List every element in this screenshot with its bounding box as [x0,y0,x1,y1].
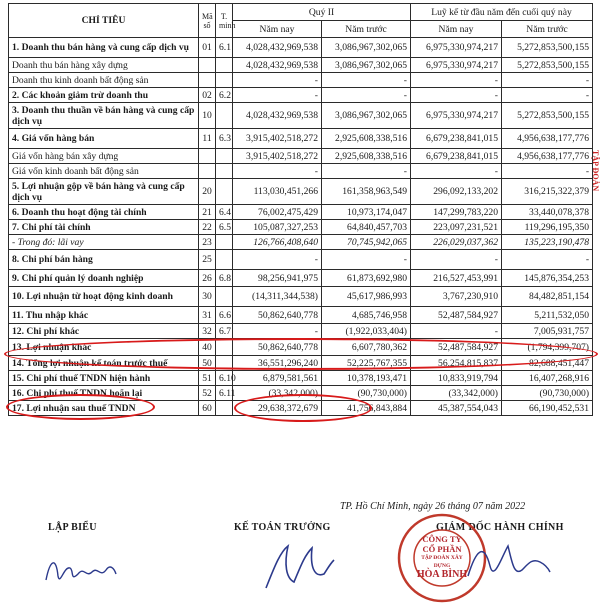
seal-line-4: HÒA BÌNH [416,569,468,580]
table-row [9,73,593,88]
cell-ytd-this-year: 56,254,815,837 [411,356,502,371]
cell-ytd-prev-year: 5,272,853,500,155 [502,38,593,58]
cell-code: 51 [199,371,216,386]
cell-code: 23 [199,235,216,250]
cell-ytd-this-year: 6,975,330,974,217 [411,103,502,129]
cell-label: 10. Lợi nhuận từ hoạt động kinh doanh [9,287,199,307]
cell-label: 16. Chi phí thuế TNDN hoãn lại [9,386,199,401]
cell-label: 8. Chi phí bán hàng [9,250,199,270]
table-row [9,339,593,356]
table-row [9,149,593,164]
cell-quarter-prev-year: 3,086,967,302,065 [322,103,411,129]
director-label: GIÁM ĐỐC HÀNH CHÍNH [436,522,564,533]
cell-tm [216,401,233,416]
cell-quarter-this-year: 76,002,475,429 [233,205,322,220]
table-row [9,38,593,58]
cell-quarter-this-year: 6,879,581,561 [233,371,322,386]
cell-label: Giá vốn kinh doanh bất động sản [9,164,199,179]
cell-ytd-prev-year: - [502,164,593,179]
cell-code: 22 [199,220,216,235]
cell-code: 10 [199,103,216,129]
cell-ytd-prev-year: - [502,73,593,88]
cell-ytd-this-year: - [411,88,502,103]
cell-quarter-prev-year: - [322,88,411,103]
table-row [9,371,593,386]
cell-tm: 6.5 [216,220,233,235]
cell-quarter-this-year: 126,766,408,640 [233,235,322,250]
cell-label: Doanh thu kinh doanh bất động sản [9,73,199,88]
cell-ytd-prev-year: 7,005,931,757 [502,324,593,339]
chief-accountant-signature [258,538,338,594]
cell-quarter-prev-year: 161,358,963,549 [322,179,411,205]
cell-code [199,164,216,179]
table-row [9,235,593,250]
table-row [9,205,593,220]
cell-code: 11 [199,129,216,149]
cell-tm [216,235,233,250]
cell-code: 30 [199,287,216,307]
cell-label: Giá vốn hàng bán xây dựng [9,149,199,164]
cell-quarter-this-year: (33,342,000) [233,386,322,401]
table-row [9,58,593,73]
cell-quarter-prev-year: 3,086,967,302,065 [322,38,411,58]
cell-ytd-this-year: 223,097,231,521 [411,220,502,235]
cell-ytd-prev-year: 33,440,078,378 [502,205,593,220]
table-row [9,287,593,307]
table-row [9,307,593,324]
cell-code: 40 [199,339,216,356]
cell-tm [216,73,233,88]
cell-tm [216,250,233,270]
cell-tm [216,58,233,73]
seal-line-2: CỔ PHẦN [422,544,462,554]
cell-tm: 6.8 [216,270,233,287]
seal-line-1: CÔNG TY [422,534,462,544]
cell-tm [216,164,233,179]
cell-ytd-this-year: (33,342,000) [411,386,502,401]
cell-ytd-prev-year: (90,730,000) [502,386,593,401]
cell-code: 32 [199,324,216,339]
cell-ytd-prev-year: 316,215,322,379 [502,179,593,205]
income-statement-table [8,3,593,416]
cell-quarter-prev-year: 4,685,746,958 [322,307,411,324]
cell-ytd-this-year: 6,679,238,841,015 [411,129,502,149]
cell-quarter-this-year: 4,028,432,969,538 [233,38,322,58]
cell-tm: 6.3 [216,129,233,149]
cell-quarter-this-year: (14,311,344,538) [233,287,322,307]
cell-label: 1. Doanh thu bán hàng và cung cấp dịch vụ [9,38,199,58]
subheader-ytd-this-year: Năm nay [411,21,502,38]
cell-code: 60 [199,401,216,416]
table-row [9,129,593,149]
cell-ytd-this-year: - [411,164,502,179]
cell-ytd-this-year: 296,092,133,202 [411,179,502,205]
cell-tm: 6.7 [216,324,233,339]
cell-ytd-prev-year: 5,272,853,500,155 [502,58,593,73]
table-row [9,220,593,235]
cell-quarter-prev-year: 2,925,608,338,516 [322,129,411,149]
table-row [9,103,593,129]
cell-ytd-prev-year: 119,296,195,350 [502,220,593,235]
cell-ytd-this-year: - [411,324,502,339]
cell-quarter-this-year: - [233,88,322,103]
cell-label: 17. Lợi nhuận sau thuế TNDN [9,401,199,416]
cell-label: 7. Chi phí tài chính [9,220,199,235]
cell-code: 52 [199,386,216,401]
cell-ytd-this-year: 6,975,330,974,217 [411,58,502,73]
table-row [9,250,593,270]
cell-quarter-this-year: 3,915,402,518,272 [233,129,322,149]
cell-code: 02 [199,88,216,103]
table-row [9,356,593,371]
cell-quarter-prev-year: 6,607,780,362 [322,339,411,356]
cell-label: 4. Giá vốn hàng bán [9,129,199,149]
cell-code: 31 [199,307,216,324]
cell-quarter-this-year: 105,087,327,253 [233,220,322,235]
cell-ytd-prev-year: 4,956,638,177,776 [502,129,593,149]
cell-code: 26 [199,270,216,287]
cell-tm: 6.2 [216,88,233,103]
cell-code [199,73,216,88]
cell-quarter-prev-year: 3,086,967,302,065 [322,58,411,73]
table-row [9,401,593,416]
cell-quarter-prev-year: - [322,250,411,270]
cell-ytd-prev-year: 16,407,268,916 [502,371,593,386]
cell-quarter-prev-year: 64,840,457,703 [322,220,411,235]
cell-label: 13. Lợi nhuận khác [9,339,199,356]
cell-quarter-prev-year: 41,756,843,884 [322,401,411,416]
cell-quarter-prev-year: 45,617,986,993 [322,287,411,307]
cell-ytd-prev-year: 4,956,638,177,776 [502,149,593,164]
cell-quarter-this-year: 50,862,640,778 [233,339,322,356]
table-row [9,324,593,339]
preparer-label: LẬP BIỂU [48,522,97,533]
cell-label: Doanh thu bán hàng xây dựng [9,58,199,73]
cell-quarter-prev-year: (90,730,000) [322,386,411,401]
subheader-quarter-prev-year: Năm trước [322,21,411,38]
cell-ytd-prev-year: 135,223,190,478 [502,235,593,250]
cell-tm [216,287,233,307]
cell-code [199,58,216,73]
cell-quarter-this-year: - [233,73,322,88]
cell-quarter-this-year: - [233,164,322,179]
cell-quarter-this-year: 4,028,432,969,538 [233,58,322,73]
cell-code: 50 [199,356,216,371]
cell-ytd-prev-year: 82,688,451,447 [502,356,593,371]
cell-code: 21 [199,205,216,220]
cell-ytd-this-year: 6,679,238,841,015 [411,149,502,164]
cell-tm: 6.1 [216,38,233,58]
cell-quarter-this-year: 50,862,640,778 [233,307,322,324]
cell-ytd-this-year: 226,029,037,362 [411,235,502,250]
cell-quarter-prev-year: - [322,164,411,179]
header-indicator: CHỈ TIÊU [9,4,199,38]
cell-quarter-prev-year: 2,925,608,338,516 [322,149,411,164]
cell-ytd-this-year: 10,833,919,794 [411,371,502,386]
cell-quarter-this-year: 4,028,432,969,538 [233,103,322,129]
cell-label: 5. Lợi nhuận gộp về bán hàng và cung cấp dịch vụ [9,179,199,205]
cell-ytd-prev-year: 5,211,532,050 [502,307,593,324]
cell-quarter-prev-year: 70,745,942,065 [322,235,411,250]
cell-code: 25 [199,250,216,270]
cell-label: 9. Chi phí quản lý doanh nghiệp [9,270,199,287]
cell-code: 01 [199,38,216,58]
cell-quarter-this-year: 113,030,451,266 [233,179,322,205]
cell-quarter-prev-year: - [322,73,411,88]
cell-ytd-prev-year: - [502,250,593,270]
cell-quarter-prev-year: 10,378,193,471 [322,371,411,386]
table-row [9,88,593,103]
chief-accountant-label: KẾ TOÁN TRƯỞNG [234,522,331,533]
cell-ytd-prev-year: (1,794,399,707) [502,339,593,356]
cell-quarter-this-year: 98,256,941,975 [233,270,322,287]
cell-quarter-prev-year: 10,973,174,047 [322,205,411,220]
cell-quarter-this-year: - [233,250,322,270]
cell-label: 15. Chi phí thuế TNDN hiện hành [9,371,199,386]
cell-ytd-prev-year: 5,272,853,500,155 [502,103,593,129]
cell-ytd-prev-year: 84,482,851,154 [502,287,593,307]
header-row [9,4,593,21]
header-code: Mã số [199,4,216,38]
cell-tm [216,179,233,205]
cell-ytd-this-year: 52,487,584,927 [411,339,502,356]
cell-ytd-this-year: 216,527,453,991 [411,270,502,287]
cell-tm [216,339,233,356]
cell-code [199,149,216,164]
cell-quarter-prev-year: 52,225,767,355 [322,356,411,371]
cell-tm [216,356,233,371]
cell-ytd-this-year: - [411,73,502,88]
preparer-signature [40,548,120,590]
cell-ytd-this-year: 45,387,554,043 [411,401,502,416]
cell-quarter-this-year: 29,638,372,679 [233,401,322,416]
cell-quarter-this-year: - [233,324,322,339]
signing-date: TP. Hồ Chí Minh, ngày 26 tháng 07 năm 2022 [340,501,526,512]
cell-label: 3. Doanh thu thuần về bán hàng và cung cấp dịch vụ [9,103,199,129]
director-signature [462,532,552,592]
subheader-ytd-prev-year: Năm trước [502,21,593,38]
cell-ytd-this-year: 147,299,783,220 [411,205,502,220]
cell-ytd-prev-year: 145,876,354,253 [502,270,593,287]
cell-label: 2. Các khoản giảm trừ doanh thu [9,88,199,103]
cell-code: 20 [199,179,216,205]
cell-label: 12. Chi phí khác [9,324,199,339]
subheader-quarter-this-year: Năm nay [233,21,322,38]
cell-label: 6. Doanh thu hoạt động tài chính [9,205,199,220]
cell-quarter-this-year: 3,915,402,518,272 [233,149,322,164]
cell-ytd-this-year: 6,975,330,974,217 [411,38,502,58]
cell-ytd-prev-year: - [502,88,593,103]
table-row [9,164,593,179]
cell-tm [216,103,233,129]
edge-stamp-fragment: TẬP ĐOÀN [591,150,600,192]
cell-ytd-this-year: 3,767,230,910 [411,287,502,307]
table-row [9,270,593,287]
cell-label: 14. Tổng lợi nhuận kế toán trước thuế [9,356,199,371]
cell-quarter-this-year: 36,551,296,240 [233,356,322,371]
cell-tm: 6.4 [216,205,233,220]
cell-label: 11. Thu nhập khác [9,307,199,324]
cell-tm [216,149,233,164]
cell-tm: 6.10 [216,371,233,386]
table-row [9,179,593,205]
cell-quarter-prev-year: 61,873,692,980 [322,270,411,287]
cell-ytd-prev-year: 66,190,452,531 [502,401,593,416]
header-ytd: Luỹ kế từ đầu năm đến cuối quý này [411,4,593,21]
cell-ytd-this-year: - [411,250,502,270]
seal-line-3: TẬP ĐOÀN XÂY DỰNG [421,555,463,569]
table-row [9,386,593,401]
header-tm: T. minh [216,4,233,38]
cell-quarter-prev-year: (1,922,033,404) [322,324,411,339]
cell-tm: 6.11 [216,386,233,401]
cell-label: - Trong đó: lãi vay [9,235,199,250]
header-quarter: Quý II [233,4,411,21]
cell-tm: 6.6 [216,307,233,324]
cell-ytd-this-year: 52,487,584,927 [411,307,502,324]
